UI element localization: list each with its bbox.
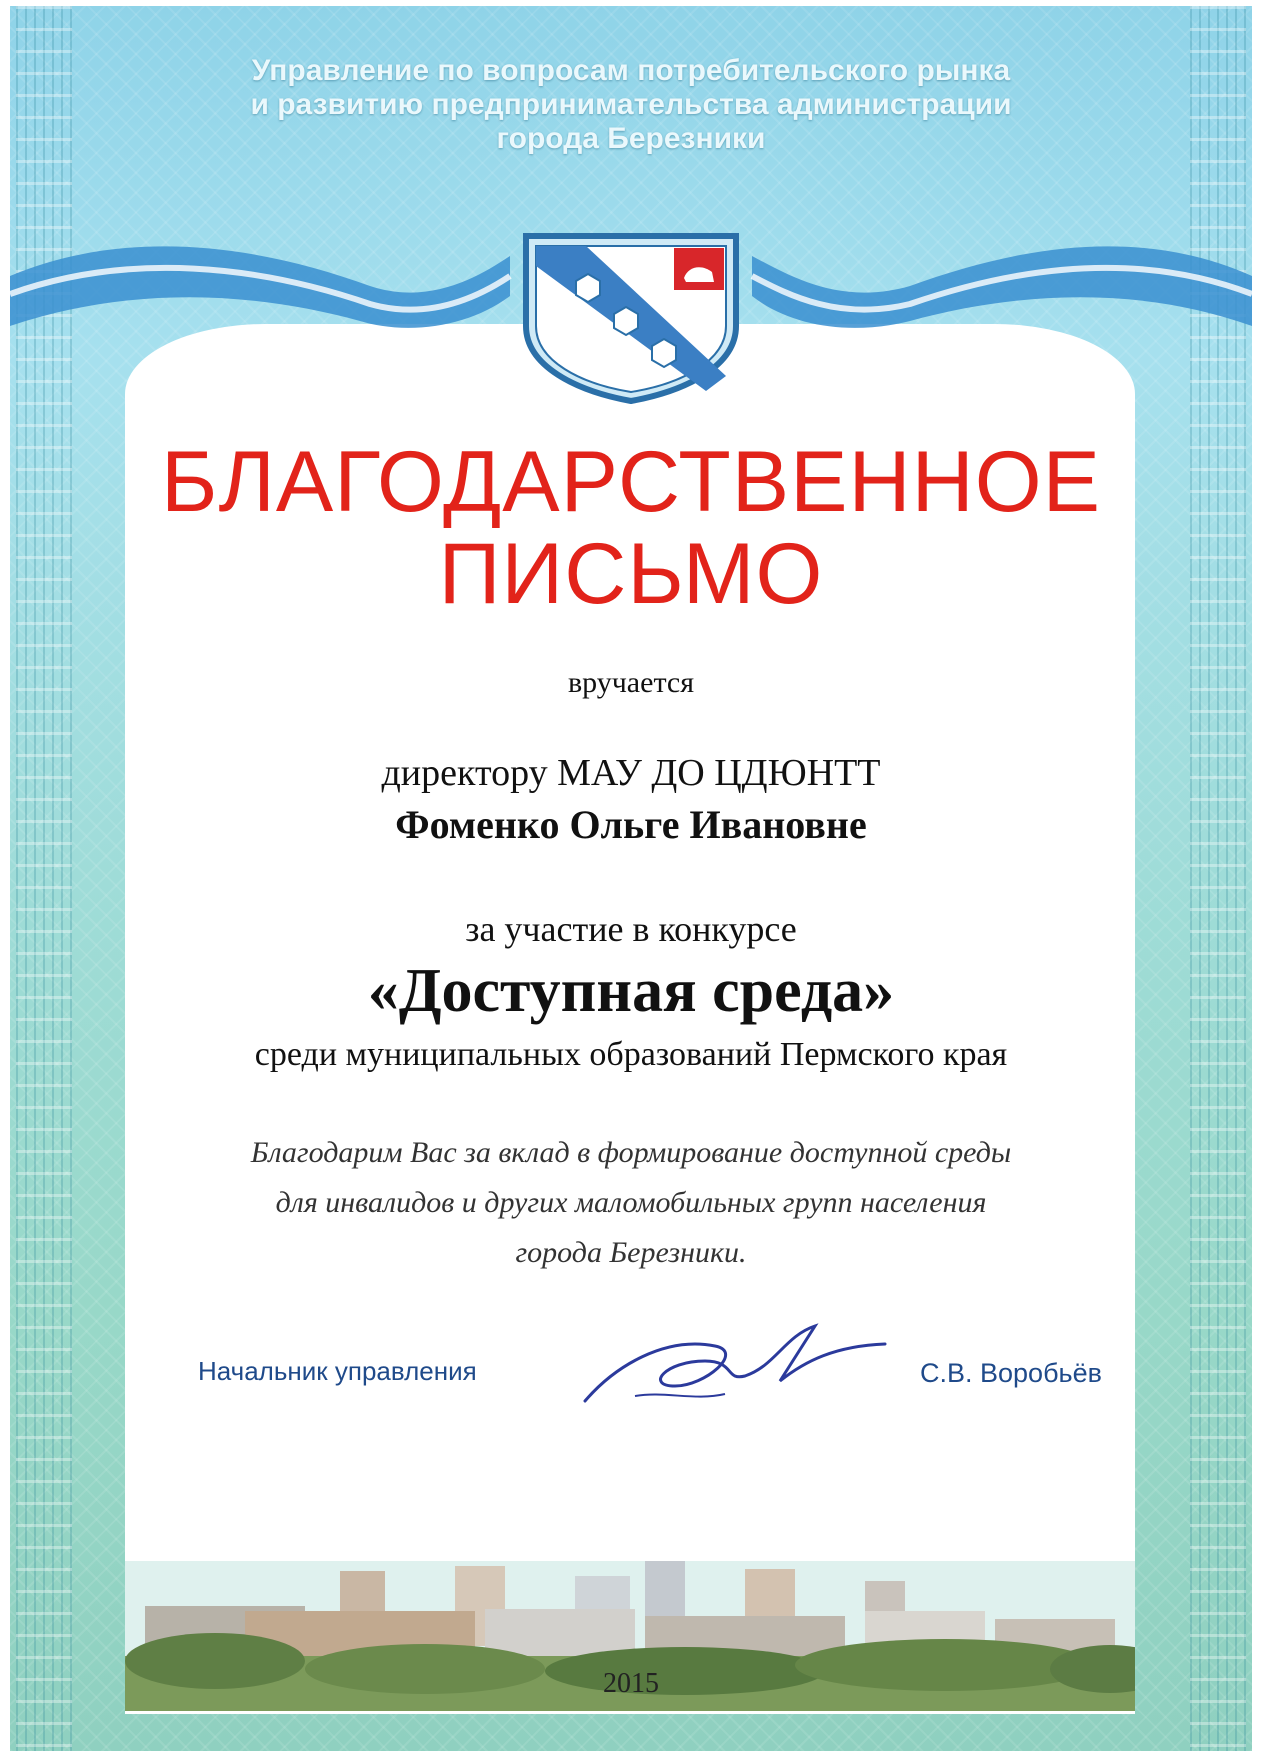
gratitude-line-2: для инвалидов и других маломобильных групп населения — [275, 1186, 987, 1219]
ribbon-left — [10, 246, 510, 328]
title-line-1: БЛАГОДАРСТВЕННОЕ — [161, 434, 1101, 530]
berezniki-coat-of-arms-icon — [526, 236, 736, 401]
ribbon-right — [752, 246, 1252, 328]
organization-header — [10, 54, 1252, 156]
ribbon-with-emblem — [10, 216, 1252, 406]
handwritten-signature — [575, 1306, 895, 1426]
organization-line-3: города Березники — [496, 122, 766, 155]
organization-line-2: и развитию предпринимательства администрации — [250, 88, 1012, 121]
organization-line-1: Управление по вопросам потребительского рынка — [251, 54, 1011, 87]
gratitude-line-3: города Березники. — [515, 1236, 747, 1269]
certificate-background — [10, 6, 1252, 1751]
recipient-position: директору МАУ ДО ЦДЮНТТ — [381, 752, 881, 794]
presented-text: вручается — [567, 666, 695, 699]
award-reason: за участие в конкурсе — [465, 909, 797, 949]
title-line-2: ПИСЬМО — [438, 526, 824, 622]
signatory-name: С.В. Воробьёв — [920, 1358, 1102, 1388]
signatory-position: Начальник управления — [198, 1356, 477, 1386]
contest-scope: среди муниципальных образований Пермского края — [254, 1036, 1008, 1073]
gratitude-line-1: Благодарим Вас за вклад в формирование доступной среды — [250, 1136, 1012, 1169]
contest-name: «Доступная среда» — [367, 957, 895, 1025]
recipient-name: Фоменко Ольге Ивановне — [395, 802, 867, 847]
issue-year: 2015 — [603, 1668, 659, 1699]
document-title — [10, 436, 1252, 620]
